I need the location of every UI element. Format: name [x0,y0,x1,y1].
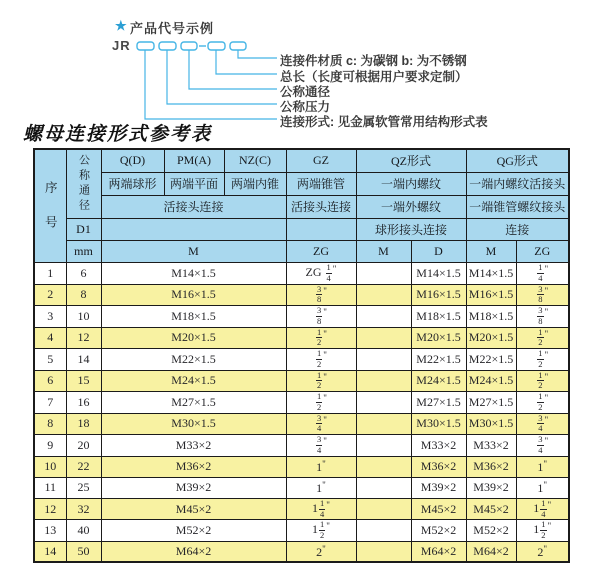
cell-qz-d: M18×1.5 [411,306,466,328]
cell-seq: 3 [34,306,66,328]
cell-m: M20×1.5 [101,327,286,349]
fraction: $\frac{1}{2}$ [538,327,543,348]
cell-qg-zg [516,392,569,414]
header-qg-m: M [466,241,516,263]
cell-qg-m: M36×2 [466,456,516,477]
star-icon: ★ [115,18,127,33]
fraction: $\frac{1}{4}$ [326,262,331,283]
cell-seq: 11 [34,477,66,498]
inch-mark: " [544,307,549,318]
inch-mark: " [332,264,337,275]
header-qg-sub1: 一端内螺纹活接头 [466,172,569,195]
cell-qg-m: M18×1.5 [466,306,516,328]
code-prefix: JR [112,38,131,53]
cell-zg: ZG $\frac{1}{4}$ " [286,263,356,285]
code-label-form: 连接形式: 见金属软管常用结构形式表 [280,115,488,129]
table-row [34,520,569,542]
fraction: $\frac{1}{4}$ [320,498,325,519]
inch-mark: " [323,328,327,339]
cell-m: M24×1.5 [101,370,286,392]
cell-seq: 2 [34,284,66,306]
cell-qg-m: M52×2 [466,520,516,542]
cell-mm: 22 [66,456,101,477]
cell-qz-d: M52×2 [411,520,466,542]
header-seq: 序号 [34,149,66,263]
header-col-q: Q(D) [101,149,164,172]
cell-mm: 16 [66,392,101,414]
inch-mark: " [326,499,330,510]
header-pm-sub: 两端平面 [164,172,224,195]
header-qz-sub1: 一端内螺纹 [356,172,466,195]
cell-qz-m [356,263,411,285]
cell-qg-zg [516,306,569,328]
cell-mm: 15 [66,370,101,392]
code-box [159,42,176,50]
table-row [34,435,569,457]
table-row [34,498,569,520]
cell-qg-zg: 1 $\frac{1}{4}$ " [516,498,569,520]
header-nz-sub: 两端内锥 [224,172,286,195]
cell-qg-zg: 2" [516,541,569,562]
inch-mark: " [322,479,326,490]
cell-qz-m [356,541,411,562]
cell-qz-m [356,327,411,349]
cell-mm: 8 [66,284,101,306]
cell-qz-m [356,456,411,477]
cell-seq: 4 [34,327,66,349]
inch-mark: " [543,479,548,490]
cell-qg-zg: 1" [516,456,569,477]
cell-zg [286,392,356,414]
cell-seq: 13 [34,520,66,542]
fraction: $\frac{3}{8}$ [538,284,543,305]
header-empty-left [101,219,286,241]
cell-mm: 18 [66,413,101,435]
cell-m: M45×2 [101,498,286,520]
fraction: $\frac{1}{4}$ [541,498,546,519]
cell-qg-m: M24×1.5 [466,370,516,392]
cell-zg [286,349,356,371]
inch-mark: " [544,328,549,339]
fraction: $\frac{3}{8}$ [538,305,543,326]
cell-qg-m: M14×1.5 [466,263,516,285]
header-qg-sub2: 一端锥管螺纹接头 [466,195,569,218]
inch-mark: " [323,393,327,404]
cell-qg-m: M45×2 [466,498,516,520]
header-empty-gz [286,219,356,241]
cell-qz-m [356,413,411,435]
cell-m: M18×1.5 [101,306,286,328]
fraction: $\frac{1}{2}$ [317,327,322,348]
fraction: $\frac{1}{2}$ [538,348,543,369]
cell-qz-m [356,477,411,498]
inch-mark: " [322,543,326,554]
table-row [34,284,569,306]
cell-qz-d: M45×2 [411,498,466,520]
cell-qg-zg [516,284,569,306]
cell-mm: 6 [66,263,101,285]
fraction: $\frac{3}{4}$ [317,413,322,434]
cell-qg-zg [516,327,569,349]
fraction: $\frac{1}{2}$ [541,519,546,541]
inch-mark: " [323,285,327,296]
inch-mark: " [326,521,330,532]
cell-mm: 12 [66,327,101,349]
code-label-material: 连接件材质 c: 为碳钢 b: 为不锈钢 [280,54,467,68]
header-m: M [101,241,286,263]
cell-qg-zg: 1 $\frac{1}{2}$ " [516,520,569,542]
cell-qz-d: M20×1.5 [411,327,466,349]
cell-qg-m: M16×1.5 [466,284,516,306]
table-row [34,327,569,349]
cell-zg: 2" [286,541,356,562]
header-left-join: 活接头连接 [101,195,286,218]
cell-qz-d: M24×1.5 [411,370,466,392]
table-row [34,413,569,435]
table-row [34,306,569,328]
cell-qz-m [356,306,411,328]
cell-qz-d: M27×1.5 [411,392,466,414]
cell-m: M64×2 [101,541,286,562]
cell-mm: 14 [66,349,101,371]
cell-zg [286,327,356,349]
inch-mark: " [543,543,548,554]
cell-zg [286,413,356,435]
cell-qz-m [356,370,411,392]
connector-line [216,50,277,74]
header-qz-sub2: 一端外螺纹 [356,195,466,218]
cell-seq: 10 [34,456,66,477]
cell-qz-d: M16×1.5 [411,284,466,306]
cell-qz-m [356,435,411,457]
cell-zg: 1" [286,456,356,477]
connector-line [189,50,277,89]
header-col-qz: QZ形式 [356,149,466,172]
code-label-pressure: 公称压力 [280,100,331,114]
header-col-pm: PM(A) [164,149,224,172]
cell-seq: 8 [34,413,66,435]
cell-qz-m [356,349,411,371]
inch-mark: " [547,521,552,532]
inch-mark: " [544,414,549,425]
table-row [34,541,569,562]
cell-zg: 1 $\frac{1}{4}$ " [286,498,356,520]
inch-mark: " [547,499,552,510]
cell-qz-d: M30×1.5 [411,413,466,435]
cell-qg-zg [516,370,569,392]
fraction: $\frac{3}{8}$ [317,284,322,305]
connector-line [238,50,277,58]
table-row [34,370,569,392]
header-col-qg: QG形式 [466,149,569,172]
cell-qg-m: M33×2 [466,435,516,457]
header-q-sub: 两端球形 [101,172,164,195]
header-qz-m: M [356,241,411,263]
fraction: $\frac{1}{4}$ [538,262,543,283]
table-row [34,392,569,414]
cell-m: M14×1.5 [101,263,286,285]
cell-mm: 10 [66,306,101,328]
header-qg-join: 连接 [466,219,569,241]
header-qg-zg: ZG [516,241,569,263]
cell-mm: 50 [66,541,101,562]
inch-mark: " [544,264,549,275]
cell-seq: 9 [34,435,66,457]
page-title: 螺母连接形式参考表 [23,124,213,145]
inch-mark: " [543,458,548,469]
cell-qz-m [356,284,411,306]
cell-m: M30×1.5 [101,413,286,435]
cell-zg [286,284,356,306]
fraction: $\frac{3}{8}$ [317,305,322,326]
cell-qg-zg [516,435,569,457]
header-gz-sub: 两端锥管 [286,172,356,195]
cell-m: M39×2 [101,477,286,498]
cell-qg-m: M30×1.5 [466,413,516,435]
cell-m: M27×1.5 [101,392,286,414]
cell-qg-zg [516,413,569,435]
code-box [230,42,246,50]
cell-m: M52×2 [101,520,286,542]
cell-qg-zg [516,263,569,285]
cell-seq: 1 [34,263,66,285]
example-heading: 产品代号示例 [130,21,215,36]
cell-m: M22×1.5 [101,349,286,371]
cell-qz-m [356,392,411,414]
cell-qg-m: M64×2 [466,541,516,562]
cell-seq: 12 [34,498,66,520]
cell-qz-d: M64×2 [411,541,466,562]
inch-mark: " [544,371,549,382]
cell-mm: 25 [66,477,101,498]
inch-mark: " [323,307,327,318]
header-col-gz: GZ [286,149,356,172]
code-label-length: 总长（长度可根据用户要求定制） [280,70,468,84]
inch-mark: " [323,350,327,361]
cell-qz-d: M22×1.5 [411,349,466,371]
cell-seq: 14 [34,541,66,562]
header-mm: mm [66,241,101,263]
fraction: $\frac{1}{2}$ [317,391,322,412]
fraction: $\frac{1}{2}$ [538,391,543,412]
inch-mark: " [323,371,327,382]
header-d1: D1 [66,219,101,241]
cell-qz-d: M39×2 [411,477,466,498]
cell-zg: 1" [286,477,356,498]
fraction: $\frac{1}{2}$ [317,348,322,369]
cell-seq: 5 [34,349,66,371]
code-box [137,42,154,50]
nut-connection-reference-table [33,148,570,563]
cell-qg-m: M22×1.5 [466,349,516,371]
cell-qg-zg: 1" [516,477,569,498]
cell-zg [286,370,356,392]
cell-qz-d: M33×2 [411,435,466,457]
header-gz-join: 活接头连接 [286,195,356,218]
cell-mm: 40 [66,520,101,542]
header-qz-d: D [411,241,466,263]
cell-qz-d: M14×1.5 [411,263,466,285]
cell-mm: 32 [66,498,101,520]
inch-mark: " [323,414,327,425]
cell-qz-m [356,520,411,542]
connector-line [145,50,277,119]
table-body [34,263,569,563]
cell-qg-m: M39×2 [466,477,516,498]
table-row [34,477,569,498]
fraction: $\frac{1}{2}$ [317,370,322,391]
inch-mark: " [544,436,549,447]
header-nominal-diameter: 公称通径 [66,149,101,219]
code-box [208,42,225,50]
cell-zg [286,435,356,457]
fraction: $\frac{3}{4}$ [538,413,543,434]
cell-seq: 6 [34,370,66,392]
cell-zg: 1 $\frac{1}{2}$ " [286,520,356,542]
cell-zg [286,306,356,328]
inch-mark: " [544,285,549,296]
inch-mark: " [323,436,327,447]
inch-mark: " [544,393,549,404]
cell-qg-zg [516,349,569,371]
header-col-nz: NZ(C) [224,149,286,172]
cell-mm: 20 [66,435,101,457]
cell-m: M33×2 [101,435,286,457]
cell-qg-m: M27×1.5 [466,392,516,414]
cell-m: M36×2 [101,456,286,477]
fraction: $\frac{1}{2}$ [538,370,543,391]
cell-m: M16×1.5 [101,284,286,306]
cell-seq: 7 [34,392,66,414]
inch-mark: " [544,350,549,361]
inch-mark: " [322,458,326,469]
table-row [34,456,569,477]
fraction: $\frac{3}{4}$ [317,434,322,456]
table-row [34,263,569,285]
header-zg: ZG [286,241,356,263]
cell-qg-m: M20×1.5 [466,327,516,349]
fraction: $\frac{1}{2}$ [320,519,325,541]
code-box [181,42,197,50]
fraction: $\frac{3}{4}$ [538,434,543,456]
cell-qz-d: M36×2 [411,456,466,477]
header-qz-join: 球形接头连接 [356,219,466,241]
cell-qz-m [356,498,411,520]
table-row [34,349,569,371]
code-label-diameter: 公称通径 [280,85,331,99]
